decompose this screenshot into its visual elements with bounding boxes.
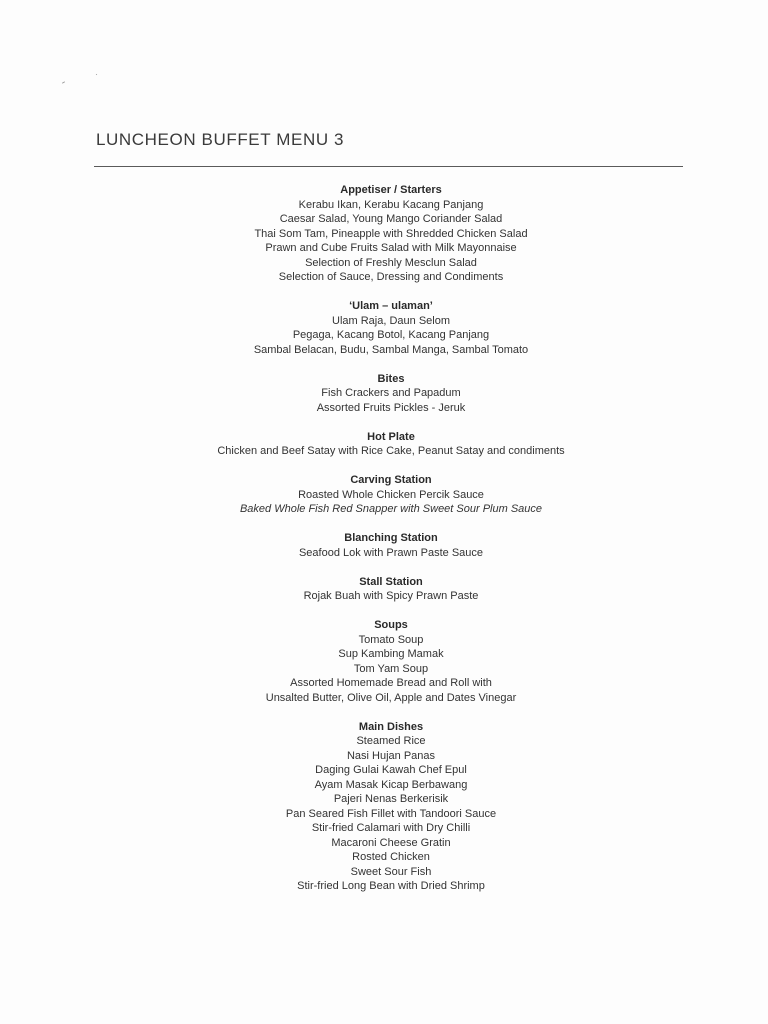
menu-section-main-dishes: [150, 720, 632, 894]
menu-item: Macaroni Cheese Gratin: [331, 836, 451, 849]
menu-item: Seafood Lok with Prawn Paste Sauce: [298, 546, 484, 559]
menu-item: Chicken and Beef Satay with Rice Cake, Peanut Satay and condiments: [217, 445, 565, 457]
menu-section-hot-plate: [150, 430, 632, 459]
title-divider: [94, 166, 683, 167]
menu-item: Stir-fried Long Bean with Dried Shrimp: [297, 880, 485, 892]
section-heading: Soups: [374, 619, 408, 631]
menu-item: Nasi Hujan Panas: [346, 749, 436, 762]
scan-speck: [96, 74, 97, 75]
section-heading: Bites: [377, 372, 405, 385]
menu-section-stall-station: [150, 575, 632, 604]
menu-item: Assorted Homemade Bread and Roll with: [290, 677, 492, 689]
menu-section-blanching-station: [150, 531, 632, 560]
menu-item: Pegaga, Kacang Botol, Kacang Panjang: [292, 329, 490, 341]
menu-item: Selection of Sauce, Dressing and Condiments: [278, 271, 504, 283]
section-heading: Carving Station: [350, 474, 432, 486]
menu-section-soups: [150, 618, 632, 705]
menu-item: Roasted Whole Chicken Percik Sauce: [298, 488, 484, 501]
menu-item: Caesar Salad, Young Mango Coriander Salad: [279, 213, 503, 225]
menu-section-bites: [150, 372, 632, 416]
section-heading: ‘Ulam – ulaman’: [349, 300, 433, 312]
menu-item: Unsalted Butter, Olive Oil, Apple and Dates Vinegar: [265, 691, 517, 704]
menu-section-carving-station: [150, 473, 632, 517]
menu-body: [150, 183, 632, 908]
menu-item: Pajeri Nenas Berkerisik: [333, 793, 449, 805]
section-heading: Main Dishes: [358, 720, 424, 733]
menu-item: Daging Gulai Kawah Chef Epul: [315, 764, 467, 776]
menu-item: Selection of Freshly Mesclun Salad: [305, 256, 477, 269]
section-heading: Hot Plate: [367, 430, 415, 443]
menu-title: LUNCHEON BUFFET MENU 3: [96, 130, 345, 149]
menu-item: Stir-fried Calamari with Dry Chilli: [311, 822, 471, 834]
menu-item: Pan Seared Fish Fillet with Tandoori Sauce: [285, 807, 497, 820]
menu-item: Tom Yam Soup: [353, 662, 429, 675]
menu-section-ulam: [150, 299, 632, 357]
section-heading: Appetiser / Starters: [340, 184, 442, 196]
menu-item: Prawn and Cube Fruits Salad with Milk Mayonnaise: [265, 242, 517, 254]
section-heading: Stall Station: [359, 575, 423, 588]
menu-item: Thai Som Tam, Pineapple with Shredded Chicken Salad: [254, 227, 528, 240]
menu-item: Rojak Buah with Spicy Prawn Paste: [303, 590, 479, 602]
menu-item: Fish Crackers and Papadum: [321, 387, 461, 399]
menu-item: Steamed Rice: [356, 735, 426, 747]
menu-item: Sweet Sour Fish: [350, 865, 432, 878]
menu-item: Ulam Raja, Daun Selom: [332, 314, 450, 327]
section-heading: Blanching Station: [344, 532, 438, 544]
menu-item: Assorted Fruits Pickles - Jeruk: [316, 401, 466, 414]
menu-item: Ayam Masak Kicap Berbawang: [314, 778, 468, 791]
menu-item: Sambal Belacan, Budu, Sambal Manga, Sambal Tomato: [253, 343, 529, 356]
menu-item: Baked Whole Fish Red Snapper with Sweet Sour Plum Sauce: [239, 503, 543, 515]
menu-item: Rosted Chicken: [352, 851, 430, 863]
menu-section-appetiser: [150, 183, 632, 285]
menu-item: Sup Kambing Mamak: [338, 648, 444, 660]
menu-item: Kerabu Ikan, Kerabu Kacang Panjang: [298, 198, 484, 211]
scan-speck: [62, 81, 65, 83]
menu-item: Tomato Soup: [358, 633, 424, 646]
